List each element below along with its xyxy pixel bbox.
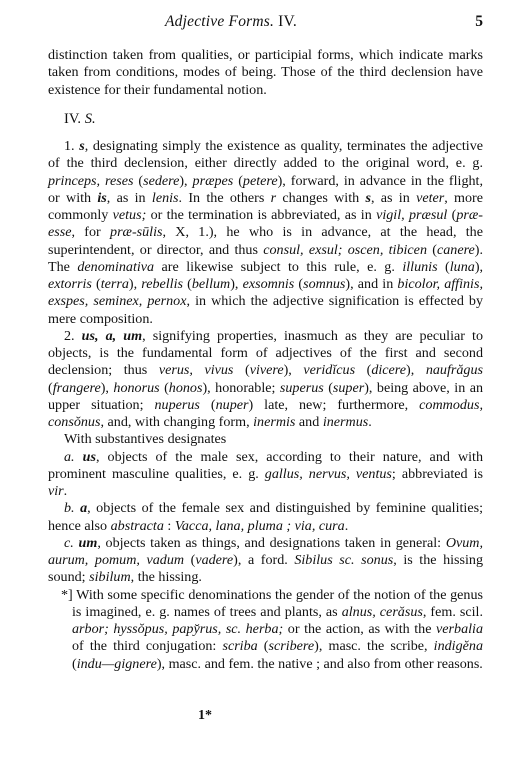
text-run: , signifying properties, inasmuch as they are peculiar to objects, is the fundamental form of adjectives of the first and second declension; thus [48, 327, 484, 379]
text-run: ( [257, 638, 269, 655]
text-run: , is the hissing sound; [48, 552, 484, 586]
latin-term: superus [279, 379, 324, 396]
latin-term: nuperus [154, 396, 200, 413]
text-run: . [63, 483, 68, 499]
latin-term: um [78, 534, 98, 551]
latin-term: lenis [151, 189, 179, 206]
latin-term: vadere [195, 552, 234, 568]
latin-term: nuper [215, 396, 249, 413]
text-run: ) late, new; furthermore, [248, 396, 420, 413]
text-run: ), masc. the scribe, [314, 638, 434, 655]
latin-term: terra [100, 276, 129, 292]
page-body [48, 47, 483, 673]
text-run: , for [71, 224, 111, 241]
latin-term: a. [64, 448, 83, 465]
text-run: and [295, 414, 323, 430]
latin-term: extorris [48, 276, 92, 292]
latin-term: us, a, um [81, 327, 143, 344]
latin-term: canere [436, 241, 475, 258]
latin-term: vivere [249, 362, 284, 379]
latin-term: verus, vivus [158, 362, 234, 379]
text-run: ), [128, 276, 142, 292]
latin-term: b. [64, 500, 81, 517]
latin-term: petere [242, 172, 278, 189]
text-run: ( [233, 172, 243, 189]
text-run: changes with [276, 189, 366, 206]
text-run: . [344, 517, 349, 534]
text-run: or the action, as with the [283, 621, 437, 637]
latin-term: us [82, 448, 96, 465]
text-run: ), masc. and fem. the native ; and also from other reasons. [156, 655, 483, 672]
text-run: ( [159, 379, 169, 396]
latin-term: alnus, cerăsus [341, 603, 423, 620]
latin-term: luna [449, 258, 475, 275]
latin-term: illunis [402, 258, 438, 275]
text-run: : [163, 517, 175, 534]
latin-term: præ-sūlis [110, 224, 163, 241]
latin-term: indigĕna [433, 638, 483, 655]
text-run: , objects of the female sex and distinguished by feminine qualities; hence also [48, 500, 484, 534]
text-run: ( [199, 396, 216, 413]
latin-term: scriba [222, 638, 258, 655]
running-header [48, 13, 483, 33]
text-run: . In the others [178, 189, 271, 206]
latin-term: arbor; hyssŏpus, papy̆rus, sc. herba; [72, 621, 284, 637]
latin-term: gallus, nervus, ventus [264, 465, 392, 482]
paragraph-us-a-um [48, 328, 483, 432]
page-number: 5 [475, 13, 483, 30]
footnote [48, 587, 483, 673]
text-run: , in which the adjective signification is effected by mere composition. [48, 293, 484, 327]
text-run: 2. [64, 327, 82, 344]
text-run: ), [283, 362, 304, 379]
paragraph-substantives [48, 431, 483, 448]
text-run: . [368, 414, 372, 430]
latin-term: commodus, consŏnus [48, 396, 483, 430]
paragraph-a-masculine [48, 449, 483, 501]
text-run: ). The [48, 241, 484, 275]
text-run: , objects of the male sex, according to their nature, and with prominent masculine qualities, e. g. [48, 448, 484, 482]
text-run: *] With some specific denominations the gender of the notion of the genus is imagined, e. g. names of trees and plants, as [61, 586, 483, 620]
paragraph-s-termination [48, 138, 483, 328]
text-run: , designating simply the existence as quality, terminates the adjective of the third declension, either directly added to the original word, e. g. [48, 138, 483, 172]
text-run: ), and in [345, 276, 398, 292]
latin-term: abstracta [110, 517, 164, 534]
latin-term: vetus; [112, 207, 147, 223]
text-run: ( [184, 552, 196, 568]
text-run: ), [406, 362, 426, 379]
latin-term: præ-esse [48, 207, 484, 241]
text-run: ), [179, 172, 193, 189]
text-run: ( [294, 276, 304, 292]
text-run: , as in [370, 189, 417, 206]
latin-term: bicolor, affinis, exspes, seminex, pernox [48, 276, 483, 310]
latin-term: rebellis [141, 276, 184, 292]
text-run: ), [100, 379, 114, 396]
text-run: ), forward, in advance in the flight, or with [48, 172, 483, 206]
text-run: ), honorable; [202, 379, 280, 396]
header-title: Adjective Forms. IV. [165, 13, 298, 30]
signature-mark: 1* [198, 708, 212, 723]
text-run: ), being above, in an upper situation; [48, 379, 484, 413]
latin-term: somnus [303, 276, 346, 292]
text-run: , as in [106, 189, 152, 206]
latin-term: verbalia [436, 621, 483, 637]
text-run: , more commonly [48, 189, 484, 223]
latin-term: honorus [113, 379, 160, 396]
latin-term: r [270, 189, 277, 206]
text-run: distinction taken from qualities, or participial forms, which indicate marks taken from conditions, modes of being. Those of the third declension have existence for their fundamental notion. [48, 47, 483, 98]
latin-term: bellum [191, 276, 231, 292]
latin-term: princeps, reses [48, 172, 134, 189]
latin-term: Ovum, aurum, pomum, vadum [48, 534, 483, 568]
latin-term: a [80, 500, 88, 517]
text-run: ( [72, 655, 77, 672]
latin-term: scribere [268, 638, 315, 655]
latin-term: sibilum [89, 569, 131, 586]
paragraph-b-feminine [48, 500, 483, 535]
text-run: , objects taken as things, and designations taken in general: [97, 534, 446, 551]
latin-term: Sibilus sc. sonus [294, 552, 394, 568]
text-run: 1. [64, 138, 80, 154]
latin-term: Vacca, lana, pluma ; via, cura [174, 517, 345, 534]
latin-term: s [79, 138, 85, 154]
latin-term: dicere [371, 362, 407, 379]
text-run: ( [437, 258, 450, 275]
latin-term: is [97, 189, 107, 206]
text-run: , X, 1.), he who is in advance, at the head, the superintendent, or director, and thus [48, 224, 483, 258]
latin-term: inermus [322, 414, 369, 430]
latin-term: denominativa [77, 258, 155, 275]
latin-term: naufrăgus [425, 362, 483, 379]
text-run: With substantives designates [64, 431, 227, 448]
text-run: ( [91, 276, 101, 292]
latin-term: super [332, 379, 365, 396]
text-run: ( [355, 362, 372, 379]
latin-term: honos [168, 379, 203, 396]
text-run: ; abbreviated is [391, 465, 483, 482]
latin-term: sedere [143, 172, 180, 189]
text-run: ), [474, 258, 484, 275]
text-run: are likewise subject to this rule, e. g. [154, 258, 403, 275]
latin-term: s [365, 189, 371, 206]
text-run: or the termination is abbreviated, as in [146, 207, 377, 223]
latin-term: indu—gignere [76, 655, 157, 672]
text-run: ( [183, 276, 192, 292]
text-run: , fem. scil. [422, 603, 483, 620]
text-run: ( [323, 379, 333, 396]
section-heading: IV. S. [64, 110, 96, 127]
latin-term: veridĭcus [303, 362, 356, 379]
text-run: ), [230, 276, 243, 292]
latin-term: exsomnis [242, 276, 295, 292]
text-run: ( [447, 207, 457, 223]
latin-term: vir [48, 483, 64, 499]
latin-term: frangere [52, 379, 101, 396]
text-run: ( [427, 241, 437, 258]
text-run: ), a ford. [233, 552, 295, 568]
text-run: ( [133, 172, 144, 189]
latin-term: inermis [253, 414, 296, 430]
text-run: of the third conjugation: [72, 638, 223, 655]
latin-term: veter [416, 189, 445, 206]
text-run: ( [48, 379, 53, 396]
latin-term: c. [64, 534, 79, 551]
latin-term: præpes [192, 172, 234, 189]
text-run: , and, with changing form, [100, 414, 254, 430]
paragraph-intro [48, 47, 483, 99]
text-run: ( [233, 362, 250, 379]
latin-term: vigil, præsul [376, 207, 448, 223]
latin-term: consul, exsul; oscen, tibicen [263, 241, 427, 258]
text-run: , the hissing. [130, 569, 202, 586]
paragraph-c-neuter [48, 535, 483, 587]
